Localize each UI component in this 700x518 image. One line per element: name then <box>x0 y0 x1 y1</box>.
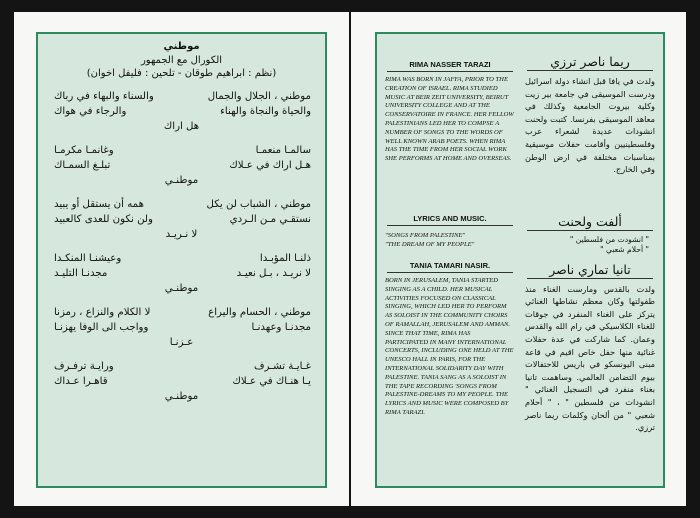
heading-lyrics-ar: ألفت ولحنت <box>527 214 653 231</box>
verse-line: يـا هنـاك في عـلاك قاهـرا عـداك <box>54 376 311 387</box>
stanza-3 <box>38 197 325 242</box>
bio-rima-en: RIMA WAS BORN IN JAFFA, PRIOR TO THE CREATION OF ISRAEL. RIMA STUDIED MUSIC AT BEIR ZEIT UNIVERSITY, BEIRUT UNIVERSITY COLLEGE AND AT THE CONSERVATOIRE IN FRANCE. HER FELLOW PALESTINIANS LED HER TO COMPSE A NUMBER OF SONGS TO THE WORDS OF WELL KNOWN ARAB POETS. WHEN RIMA HAS THE TIME FROM HER SOCIAL WORK SHE PERFORMS AT HOME AND OVERSEAS. <box>385 76 514 163</box>
refrain: عـزنـا <box>169 337 194 348</box>
stanza-6 <box>38 359 325 404</box>
song-title-en: "THE DREAM OF MY PEOPLE" <box>385 240 475 248</box>
refrain: موطنـي <box>164 391 199 402</box>
heading-tania-ar: تانيا تماري ناصر <box>527 262 653 279</box>
poem-credits: (نظم : ابراهيم طوقان - تلحين : فليفل اخوان) <box>86 68 277 79</box>
verse-line: لا نريـد ، بـل نعيـد مجدنـا التليـد <box>54 268 311 279</box>
heading-tania-en: TANIA TAMARI NASIR. <box>387 261 513 273</box>
arabic-column <box>523 34 657 434</box>
verse-line: ذلنـا المؤبـدا وعيشنـا المنكـدا <box>54 253 311 264</box>
bio-tania-en: BORN IN JERUSALEM, TANIA STARTED SINGING AS A CHILD. HER MUSICAL ACTIVITIES FOCUSED ON CLASSICAL SINGING, WHICH LED HER TO PERFORM AS SOLOIST IN THE COMMUNITY CHOIRS OF RAMALLAH, JERUSALEM AND AMMAN. SINCE THAT TIME, RIMA HAS PARTICIPATED IN MANY INTERNATIONAL CONCERTS, INCLUDING ONE HELD AT THE UNESCO HALL IN PARIS, FOR THE INTERNATIONAL SOLIDARITY DAY WITH PALESTINE. TANIA SANG AS A SOLOIST IN THE TAPE RECORDING 'SONGS FROM PALESTINE-DREAMS TO MY PEOPLE. THE LYRICS AND MUSIC WERE COMPOSED BY RIMA TARAZI. <box>385 276 514 416</box>
verse-line: نستقـي مـن الـردي ولن نكون للعدى كالعبيد <box>54 214 311 225</box>
verse-line: موطني ، الحسام واليراع لا الكلام والنزاع ، رمزنا <box>54 307 311 318</box>
verse-line: مجدنـا وعهدنـا وواجب الى الوفا يهزنـا <box>54 322 311 333</box>
verse-line: والحياة والنجاة والهناء والرجاء في هواك <box>54 106 311 117</box>
stanza-1 <box>38 89 325 134</box>
refrain: هل اراك <box>163 121 200 132</box>
refrain: موطنـي <box>164 175 199 186</box>
english-column <box>383 34 517 418</box>
bio-frame <box>375 32 665 488</box>
bio-rima-ar: ولدت في يافا قبل انشاء دولة اسرائيل ودرست الموسيقى في جامعة بير زيت وكلية بيروت الجامعية وكذلك في معاهد الموسيقى بفرنسا. كتبت ولحنت انشودات عديدة لشعراء عرب وفلسطينيين وأقامت حفلات موسيقية بمناسبات مختلفة في ارض الوطن وفي الخارج. <box>525 76 655 175</box>
verse-line: غـايـة تشـرف ورايـة ترفـرف <box>54 361 311 372</box>
heading-rima-en: RIMA NASSER TARAZI <box>387 60 513 72</box>
left-page <box>14 12 349 506</box>
song-title-ar: " أحلام شعبي " <box>600 245 649 255</box>
stanza-2 <box>38 143 325 188</box>
refrain: لا نـريـد <box>165 229 198 240</box>
right-page <box>351 12 686 506</box>
stanza-4 <box>38 251 325 296</box>
poem-title: موطني <box>163 41 200 52</box>
verse-line: سالمـا منعمـا وغانمـا مكرمـا <box>54 145 311 156</box>
stanza-5 <box>38 305 325 350</box>
verse-line: هـل اراك في عـلاك تبلـغ السمـاك <box>54 160 311 171</box>
song-title-en: "SONGS FROM PALESTINE" <box>385 231 466 239</box>
song-title-ar: " انشودت من فلسطين " <box>569 234 649 244</box>
verse-line: موطني ، الشباب لن يكل همه أن يستقل أو يبيد <box>54 199 311 210</box>
poem-subtitle: الكورال مع الجمهور <box>140 55 223 66</box>
poem-frame <box>36 32 327 488</box>
verse-line: موطني ، الجلال والجمال والسناء والبهاء في رباك <box>54 91 311 102</box>
heading-lyrics-en: LYRICS AND MUSIC. <box>387 214 513 226</box>
refrain: موطنـي <box>164 283 199 294</box>
bio-tania-ar: ولدت بالقدس ومارست الغناء منذ طفولتها وكان معظم نشاطها الغنائي يتركز على الغناء المنفرد في جوقات للغناء الكلاسيكي في رام الله والقدس وعمان. كما شاركت في عدة حفلات غنائية منها حفل خاص اقيم في قاعة مبنى اليونسكو في باريس للاحتفالات بيوم التضامن العالمي. وساهمت تانيا بغناء منفرد في التسجيل الغنائي " انشودات من فلسطين " ، " أحلام شعبي " من ألحان وكلمات ريما ناصر ترزي. <box>525 283 655 433</box>
heading-rima-ar: ريما ناصر ترزي <box>527 54 653 71</box>
